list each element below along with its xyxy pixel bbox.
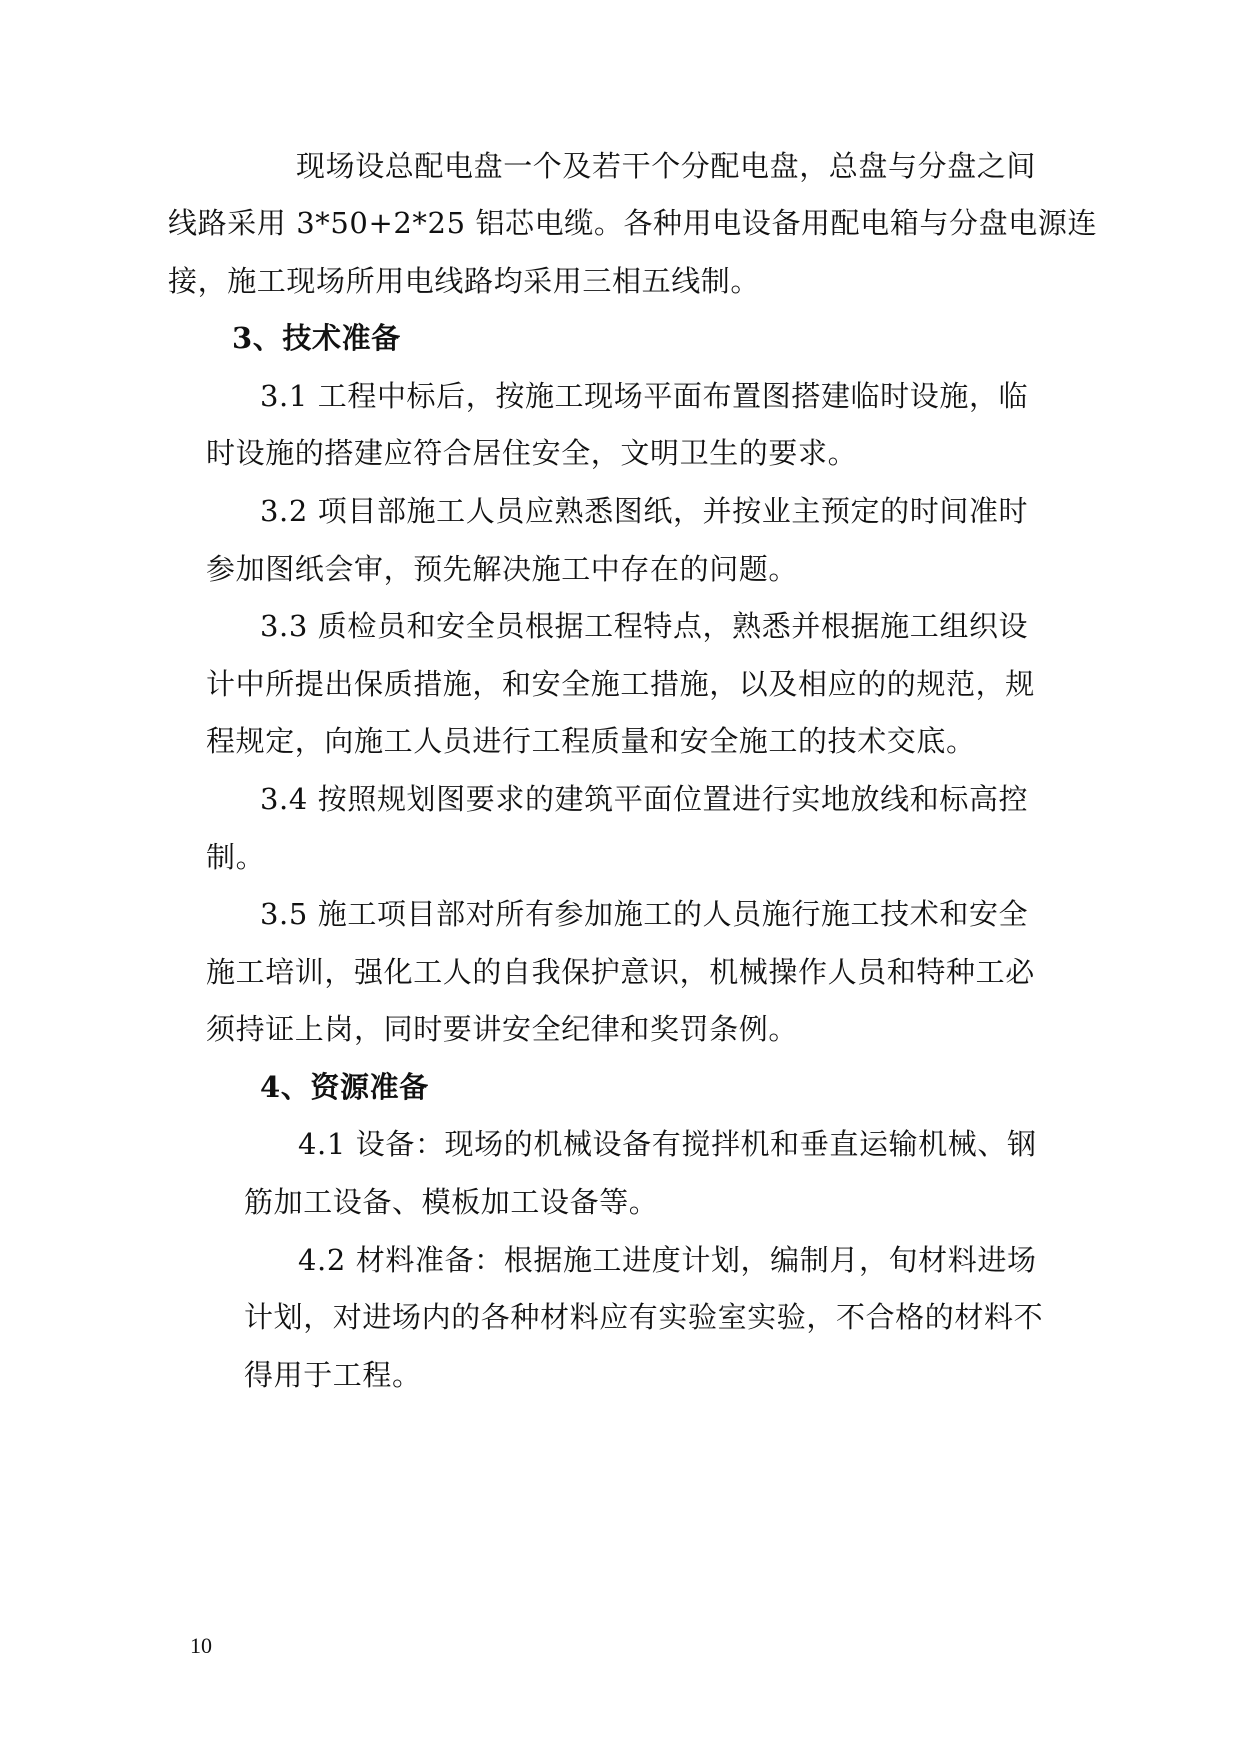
paragraph-power-line-1: 现场设总配电盘一个及若干个分配电盘，总盘与分盘之间	[296, 149, 1037, 183]
paragraph-3-5-line-3: 须持证上岗，同时要讲安全纪律和奖罚条例。	[206, 1012, 799, 1046]
paragraph-3-3-line-2: 计中所提出保质措施，和安全施工措施，以及相应的的规范，规	[206, 667, 1035, 701]
paragraph-power-line-3: 接，施工现场所用电线路均采用三相五线制。	[168, 264, 761, 298]
paragraph-4-2-line-2: 计划，对进场内的各种材料应有实验室实验，不合格的材料不	[244, 1300, 1044, 1334]
paragraph-3-5-line-1: 3.5 施工项目部对所有参加施工的人员施行施工技术和安全	[260, 897, 1029, 931]
section-heading-resource-preparation: 4、资源准备	[260, 1070, 429, 1104]
paragraph-3-2-line-1: 3.2 项目部施工人员应熟悉图纸，并按业主预定的时间准时	[260, 494, 1029, 528]
paragraph-power-line-2: 线路采用 3*50+2*25 铝芯电缆。各种用电设备用配电箱与分盘电源连	[168, 206, 1098, 240]
paragraph-3-3-line-1: 3.3 质检员和安全员根据工程特点，熟悉并根据施工组织设	[260, 609, 1029, 643]
paragraph-3-3-line-3: 程规定，向施工人员进行工程质量和安全施工的技术交底。	[206, 724, 976, 758]
paragraph-4-2-line-1: 4.2 材料准备：根据施工进度计划，编制月，旬材料进场	[298, 1243, 1037, 1277]
paragraph-3-1-line-1: 3.1 工程中标后，按施工现场平面布置图搭建临时设施，临	[260, 379, 1029, 413]
section-heading-technical-preparation: 3、技术准备	[232, 321, 401, 355]
paragraph-3-4-line-2: 制。	[206, 840, 266, 874]
page-number: 10	[190, 1633, 212, 1658]
paragraph-4-1-line-2: 筋加工设备、模板加工设备等。	[244, 1185, 659, 1219]
paragraph-4-2-line-3: 得用于工程。	[244, 1358, 422, 1392]
paragraph-3-5-line-2: 施工培训，强化工人的自我保护意识，机械操作人员和特种工必	[206, 955, 1035, 989]
paragraph-3-1-line-2: 时设施的搭建应符合居住安全，文明卫生的要求。	[206, 436, 858, 470]
paragraph-3-2-line-2: 参加图纸会审，预先解决施工中存在的问题。	[206, 552, 799, 586]
paragraph-3-4-line-1: 3.4 按照规划图要求的建筑平面位置进行实地放线和标高控	[260, 782, 1029, 816]
paragraph-4-1-line-1: 4.1 设备：现场的机械设备有搅拌机和垂直运输机械、钢	[298, 1127, 1037, 1161]
